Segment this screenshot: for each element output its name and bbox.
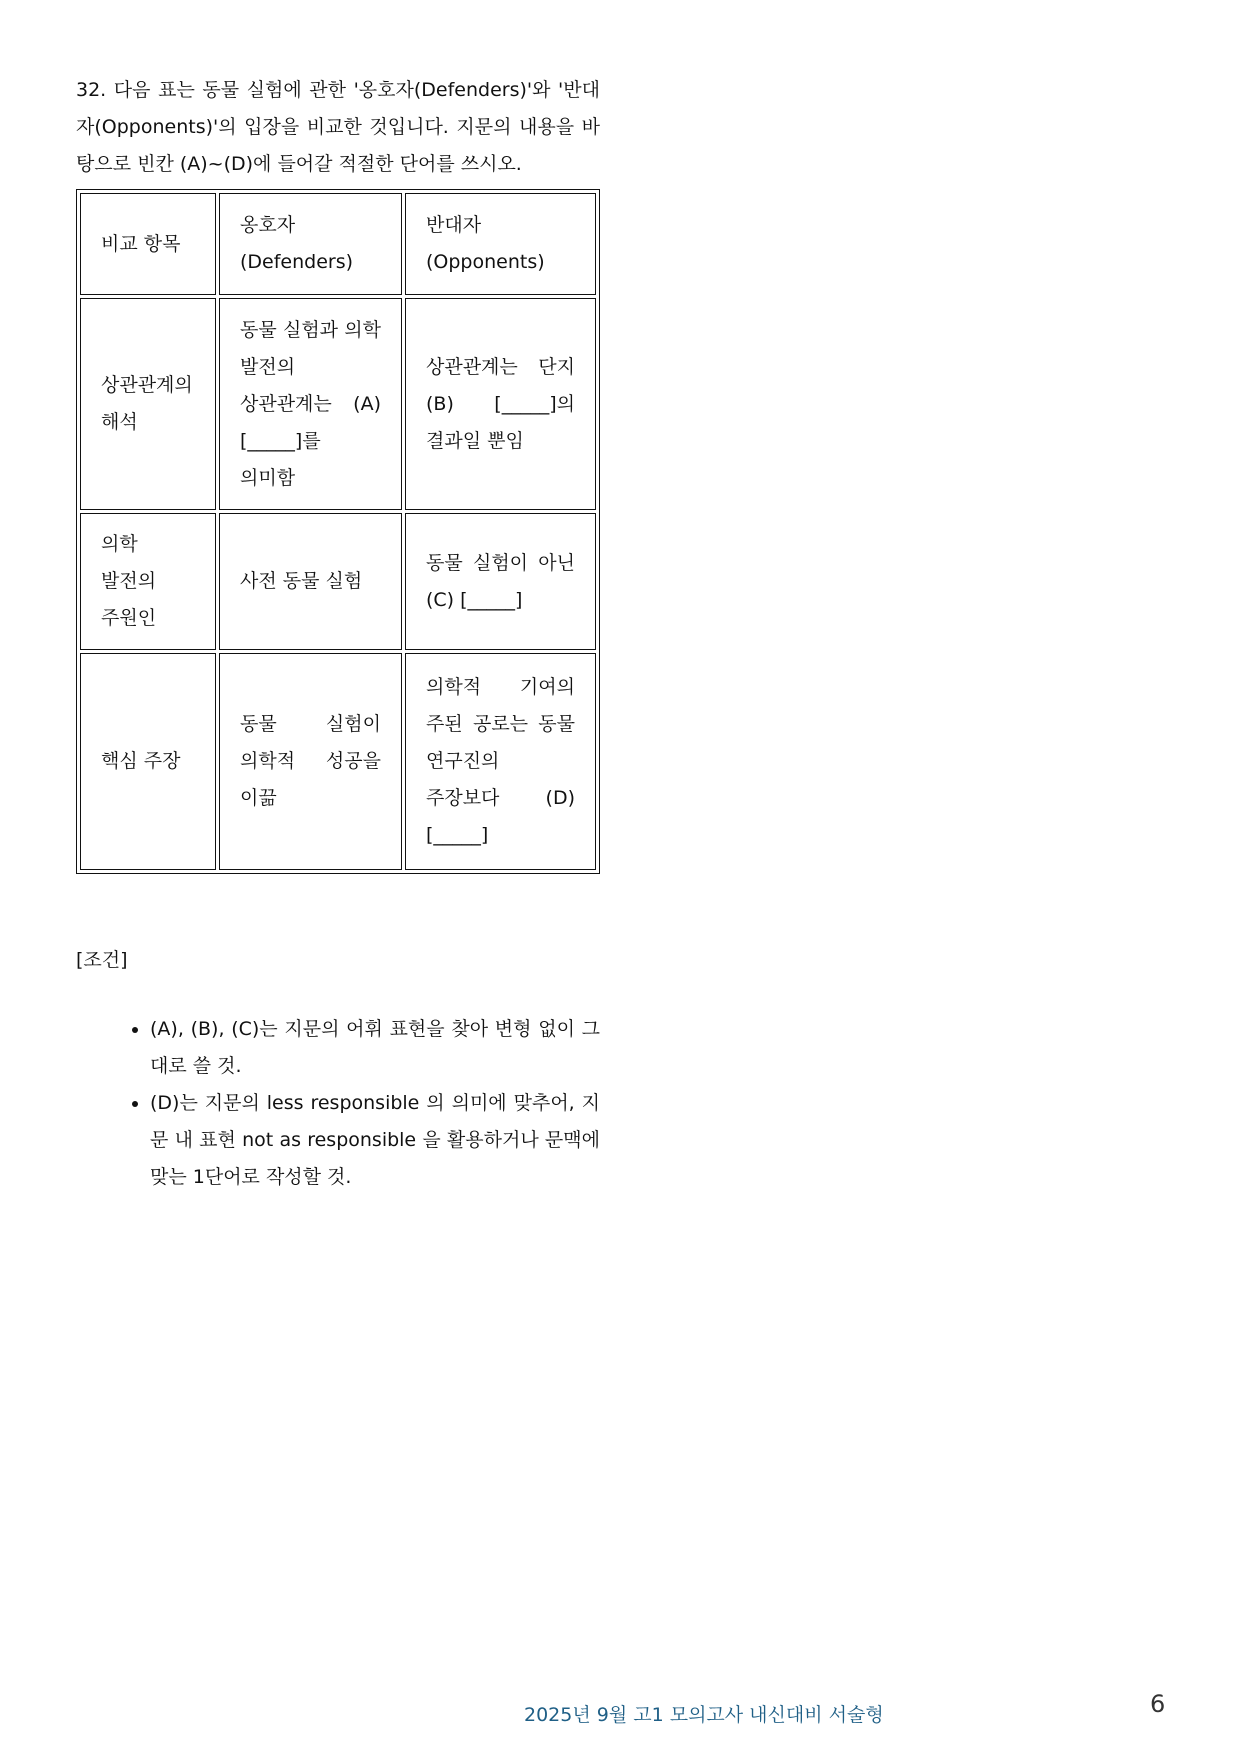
table-header-cell: 비교 항목 [80, 193, 216, 295]
table-row [80, 298, 596, 510]
table-cell: 상관관계는 단지 (B) [_____]의 결과일 뿐임 [405, 298, 596, 510]
condition-item: • (D)는 지문의 less responsible 의 의미에 맞추어, 지문 내 표현 not as responsible 을 활용하거나 문맥에 맞는 1단어로 작성할 것. [150, 1085, 600, 1196]
table-cell: 동물 실험과 의학 발전의 상관관계는 (A) [_____]를 의미함 [219, 298, 402, 510]
table-cell: 동물 실험이 의학적 성공을 이끎 [219, 653, 402, 870]
question-section [76, 72, 600, 1196]
comparison-table [76, 189, 600, 874]
table-cell: 상관관계의 해석 [80, 298, 216, 510]
question-text: 32. 다음 표는 동물 실험에 관한 '옹호자(Defenders)'와 '반대자(Opponents)'의 입장을 비교한 것입니다. 지문의 내용을 바탕으로 빈칸 (A)~(D)에 들어갈 적절한 단어를 쓰시오. [76, 79, 600, 175]
conditions-title: [조건] [76, 949, 128, 971]
condition-item: • (A), (B), (C)는 지문의 어휘 표현을 찾아 변형 없이 그대로 쓸 것. [150, 1011, 600, 1085]
table-header-row [80, 193, 596, 295]
page-number: 6 [1150, 1690, 1166, 1718]
table-cell: 동물 실험이 아닌 (C) [_____] [405, 513, 596, 650]
conditions-list [76, 1011, 600, 1196]
table-row [80, 513, 596, 650]
table-header-cell: 반대자 (Opponents) [405, 193, 596, 295]
table-cell: 의학 발전의 주원인 [80, 513, 216, 650]
table-cell: 의학적 기여의 주된 공로는 동물 연구진의 주장보다 (D) [_____] [405, 653, 596, 870]
table-cell: 핵심 주장 [80, 653, 216, 870]
table-header-cell: 옹호자 (Defenders) [219, 193, 402, 295]
footer-label: 2025년 9월 고1 모의고사 내신대비 서술형 [524, 1704, 884, 1726]
table-row [80, 653, 596, 870]
table-cell: 사전 동물 실험 [219, 513, 402, 650]
